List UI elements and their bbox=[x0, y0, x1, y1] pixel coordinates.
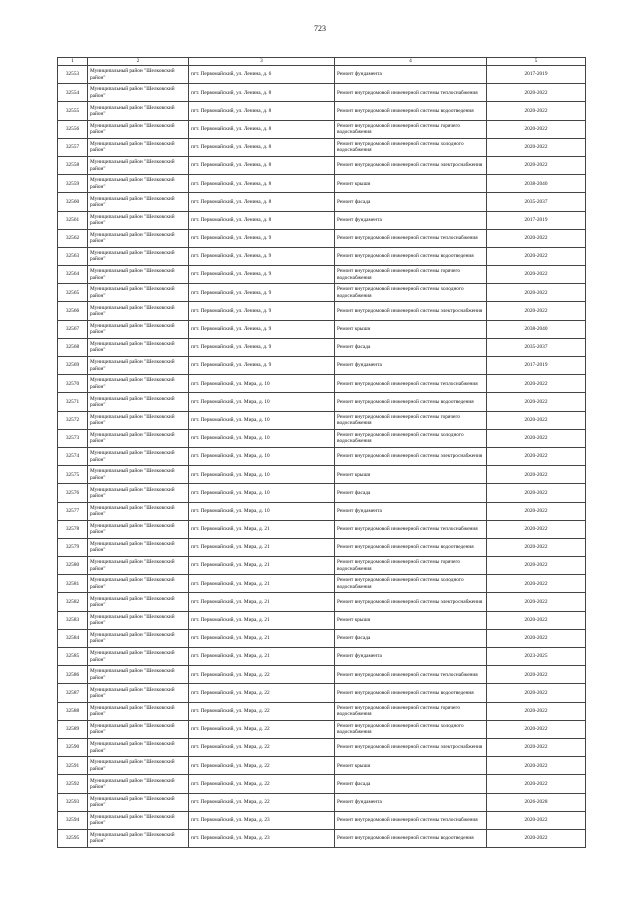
table-row bbox=[58, 684, 586, 702]
municipality-cell: Муниципальный район "Шелковский район" bbox=[88, 102, 189, 120]
work-type-cell: Ремонт внутридомовой инженерной системы горячего водоснабжения bbox=[335, 120, 487, 138]
municipality-cell: Муниципальный район "Шелковский район" bbox=[88, 447, 189, 465]
work-type-cell: Ремонт внутридомовой инженерной системы электроснабжения bbox=[335, 593, 487, 611]
period-cell: 2023-2025 bbox=[487, 648, 586, 666]
address-cell: пгт. Первомайский, ул. Мира, д. 10 bbox=[189, 411, 335, 429]
municipality-cell: Муниципальный район "Шелковский район" bbox=[88, 775, 189, 793]
row-number: 32579 bbox=[58, 538, 88, 556]
period-cell: 2020-2022 bbox=[487, 375, 586, 393]
row-number: 32553 bbox=[58, 66, 88, 84]
period-cell: 2020-2022 bbox=[487, 538, 586, 556]
work-type-cell: Ремонт внутридомовой инженерной системы водоотведения bbox=[335, 684, 487, 702]
work-type-cell: Ремонт фундамента bbox=[335, 793, 487, 811]
table-row bbox=[58, 611, 586, 629]
municipality-cell: Муниципальный район "Шелковский район" bbox=[88, 757, 189, 775]
table-row bbox=[58, 66, 586, 84]
address-cell: пгт. Первомайский, ул. Мира, д. 10 bbox=[189, 502, 335, 520]
work-type-cell: Ремонт внутридомовой инженерной системы теплоснабжения bbox=[335, 520, 487, 538]
address-cell: пгт. Первомайский, ул. Ленина, д. 9 bbox=[189, 229, 335, 247]
municipality-cell: Муниципальный район "Шелковский район" bbox=[88, 320, 189, 338]
header-row bbox=[58, 58, 586, 66]
work-type-cell: Ремонт внутридомовой инженерной системы водоотведения bbox=[335, 102, 487, 120]
work-type-cell: Ремонт внутридомовой инженерной системы теплоснабжения bbox=[335, 84, 487, 102]
municipality-cell: Муниципальный район "Шелковский район" bbox=[88, 66, 189, 84]
row-number: 32571 bbox=[58, 393, 88, 411]
table-body bbox=[58, 66, 586, 848]
column-header-4: 4 bbox=[335, 58, 487, 66]
period-cell: 2038-2040 bbox=[487, 320, 586, 338]
period-cell: 2020-2022 bbox=[487, 247, 586, 265]
row-number: 32576 bbox=[58, 484, 88, 502]
period-cell: 2020-2022 bbox=[487, 84, 586, 102]
period-cell: 2035-2037 bbox=[487, 338, 586, 356]
table-row bbox=[58, 484, 586, 502]
work-type-cell: Ремонт фасада bbox=[335, 484, 487, 502]
address-cell: пгт. Первомайский, ул. Мира, д. 21 bbox=[189, 629, 335, 647]
period-cell: 2017-2019 bbox=[487, 357, 586, 375]
work-type-cell: Ремонт внутридомовой инженерной системы холодного водоснабжения bbox=[335, 138, 487, 156]
work-type-cell: Ремонт внутридомовой инженерной системы электроснабжения bbox=[335, 447, 487, 465]
municipality-cell: Муниципальный район "Шелковский район" bbox=[88, 193, 189, 211]
row-number: 32569 bbox=[58, 357, 88, 375]
period-cell: 2020-2022 bbox=[487, 302, 586, 320]
address-cell: пгт. Первомайский, ул. Мира, д. 21 bbox=[189, 648, 335, 666]
period-cell: 2017-2019 bbox=[487, 66, 586, 84]
municipality-cell: Муниципальный район "Шелковский район" bbox=[88, 666, 189, 684]
table-row bbox=[58, 357, 586, 375]
municipality-cell: Муниципальный район "Шелковский район" bbox=[88, 247, 189, 265]
address-cell: пгт. Первомайский, ул. Мира, д. 21 bbox=[189, 593, 335, 611]
municipality-cell: Муниципальный район "Шелковский район" bbox=[88, 175, 189, 193]
work-type-cell: Ремонт крыши bbox=[335, 757, 487, 775]
address-cell: пгт. Первомайский, ул. Ленина, д. 8 bbox=[189, 84, 335, 102]
work-type-cell: Ремонт фундамента bbox=[335, 66, 487, 84]
period-cell: 2020-2022 bbox=[487, 229, 586, 247]
address-cell: пгт. Первомайский, ул. Мира, д. 10 bbox=[189, 466, 335, 484]
period-cell: 2020-2022 bbox=[487, 629, 586, 647]
municipality-cell: Муниципальный район "Шелковский район" bbox=[88, 211, 189, 229]
column-header-2: 2 bbox=[88, 58, 189, 66]
row-number: 32575 bbox=[58, 466, 88, 484]
address-cell: пгт. Первомайский, ул. Ленина, д. 9 bbox=[189, 247, 335, 265]
municipality-cell: Муниципальный район "Шелковский район" bbox=[88, 266, 189, 284]
page-number: 723 bbox=[314, 24, 326, 33]
address-cell: пгт. Первомайский, ул. Мира, д. 10 bbox=[189, 393, 335, 411]
address-cell: пгт. Первомайский, ул. Мира, д. 10 bbox=[189, 429, 335, 447]
row-number: 32590 bbox=[58, 738, 88, 756]
work-type-cell: Ремонт внутридомовой инженерной системы электроснабжения bbox=[335, 302, 487, 320]
row-number: 32565 bbox=[58, 284, 88, 302]
row-number: 32581 bbox=[58, 575, 88, 593]
work-type-cell: Ремонт внутридомовой инженерной системы горячего водоснабжения bbox=[335, 557, 487, 575]
period-cell: 2020-2022 bbox=[487, 520, 586, 538]
column-header-5: 5 bbox=[487, 58, 586, 66]
work-type-cell: Ремонт внутридомовой инженерной системы холодного водоснабжения bbox=[335, 575, 487, 593]
row-number: 32555 bbox=[58, 102, 88, 120]
table-row bbox=[58, 375, 586, 393]
municipality-cell: Муниципальный район "Шелковский район" bbox=[88, 829, 189, 847]
work-type-cell: Ремонт крыши bbox=[335, 175, 487, 193]
work-type-cell: Ремонт фасада bbox=[335, 193, 487, 211]
address-cell: пгт. Первомайский, ул. Ленина, д. 8 bbox=[189, 120, 335, 138]
work-type-cell: Ремонт внутридомовой инженерной системы водоотведения bbox=[335, 829, 487, 847]
row-number: 32564 bbox=[58, 266, 88, 284]
municipality-cell: Муниципальный район "Шелковский район" bbox=[88, 502, 189, 520]
work-type-cell: Ремонт внутридомовой инженерной системы холодного водоснабжения bbox=[335, 284, 487, 302]
address-cell: пгт. Первомайский, ул. Мира, д. 21 bbox=[189, 611, 335, 629]
address-cell: пгт. Первомайский, ул. Ленина, д. 9 bbox=[189, 320, 335, 338]
row-number: 32587 bbox=[58, 684, 88, 702]
table-row bbox=[58, 466, 586, 484]
row-number: 32586 bbox=[58, 666, 88, 684]
address-cell: пгт. Первомайский, ул. Ленина, д. 8 bbox=[189, 156, 335, 174]
address-cell: пгт. Первомайский, ул. Мира, д. 22 bbox=[189, 666, 335, 684]
municipality-cell: Муниципальный район "Шелковский район" bbox=[88, 138, 189, 156]
row-number: 32595 bbox=[58, 829, 88, 847]
row-number: 32558 bbox=[58, 156, 88, 174]
period-cell: 2038-2040 bbox=[487, 175, 586, 193]
table-row bbox=[58, 811, 586, 829]
row-number: 32563 bbox=[58, 247, 88, 265]
address-cell: пгт. Первомайский, ул. Мира, д. 23 bbox=[189, 811, 335, 829]
address-cell: пгт. Первомайский, ул. Ленина, д. 8 bbox=[189, 102, 335, 120]
municipality-cell: Муниципальный район "Шелковский район" bbox=[88, 229, 189, 247]
municipality-cell: Муниципальный район "Шелковский район" bbox=[88, 720, 189, 738]
row-number: 32556 bbox=[58, 120, 88, 138]
address-cell: пгт. Первомайский, ул. Ленина, д. 9 bbox=[189, 357, 335, 375]
address-cell: пгт. Первомайский, ул. Мира, д. 21 bbox=[189, 575, 335, 593]
work-type-cell: Ремонт фасада bbox=[335, 338, 487, 356]
work-type-cell: Ремонт внутридомовой инженерной системы горячего водоснабжения bbox=[335, 266, 487, 284]
row-number: 32589 bbox=[58, 720, 88, 738]
row-number: 32560 bbox=[58, 193, 88, 211]
table-row bbox=[58, 557, 586, 575]
table-row bbox=[58, 538, 586, 556]
municipality-cell: Муниципальный район "Шелковский район" bbox=[88, 466, 189, 484]
row-number: 32583 bbox=[58, 611, 88, 629]
municipality-cell: Муниципальный район "Шелковский район" bbox=[88, 411, 189, 429]
municipality-cell: Муниципальный район "Шелковский район" bbox=[88, 684, 189, 702]
municipality-cell: Муниципальный район "Шелковский район" bbox=[88, 702, 189, 720]
period-cell: 2020-2022 bbox=[487, 429, 586, 447]
work-type-cell: Ремонт внутридомовой инженерной системы водоотведения bbox=[335, 393, 487, 411]
row-number: 32554 bbox=[58, 84, 88, 102]
column-header-3: 3 bbox=[189, 58, 335, 66]
table-row bbox=[58, 793, 586, 811]
work-type-cell: Ремонт внутридомовой инженерной системы электроснабжения bbox=[335, 738, 487, 756]
municipality-cell: Муниципальный район "Шелковский район" bbox=[88, 357, 189, 375]
row-number: 32561 bbox=[58, 211, 88, 229]
period-cell: 2020-2022 bbox=[487, 738, 586, 756]
period-cell: 2020-2022 bbox=[487, 102, 586, 120]
row-number: 32591 bbox=[58, 757, 88, 775]
work-type-cell: Ремонт внутридомовой инженерной системы теплоснабжения bbox=[335, 811, 487, 829]
work-type-cell: Ремонт фасада bbox=[335, 775, 487, 793]
table-row bbox=[58, 247, 586, 265]
row-number: 32572 bbox=[58, 411, 88, 429]
address-cell: пгт. Первомайский, ул. Мира, д. 21 bbox=[189, 538, 335, 556]
period-cell: 2020-2022 bbox=[487, 775, 586, 793]
work-type-cell: Ремонт фундамента bbox=[335, 648, 487, 666]
row-number: 32592 bbox=[58, 775, 88, 793]
address-cell: пгт. Первомайский, ул. Мира, д. 22 bbox=[189, 775, 335, 793]
table-row bbox=[58, 502, 586, 520]
row-number: 32566 bbox=[58, 302, 88, 320]
table-row bbox=[58, 229, 586, 247]
address-cell: пгт. Первомайский, ул. Ленина, д. 9 bbox=[189, 338, 335, 356]
table-row bbox=[58, 666, 586, 684]
municipality-cell: Муниципальный район "Шелковский район" bbox=[88, 811, 189, 829]
period-cell: 2020-2022 bbox=[487, 266, 586, 284]
table-row bbox=[58, 193, 586, 211]
period-cell: 2020-2022 bbox=[487, 447, 586, 465]
municipality-cell: Муниципальный район "Шелковский район" bbox=[88, 156, 189, 174]
address-cell: пгт. Первомайский, ул. Мира, д. 10 bbox=[189, 375, 335, 393]
address-cell: пгт. Первомайский, ул. Ленина, д. 9 bbox=[189, 284, 335, 302]
table-row bbox=[58, 629, 586, 647]
table-row bbox=[58, 775, 586, 793]
municipality-cell: Муниципальный район "Шелковский район" bbox=[88, 429, 189, 447]
table-row bbox=[58, 284, 586, 302]
address-cell: пгт. Первомайский, ул. Мира, д. 22 bbox=[189, 720, 335, 738]
row-number: 32577 bbox=[58, 502, 88, 520]
table-row bbox=[58, 520, 586, 538]
row-number: 32568 bbox=[58, 338, 88, 356]
address-cell: пгт. Первомайский, ул. Мира, д. 22 bbox=[189, 757, 335, 775]
address-cell: пгт. Первомайский, ул. Ленина, д. 6 bbox=[189, 66, 335, 84]
period-cell: 2020-2022 bbox=[487, 120, 586, 138]
municipality-cell: Муниципальный район "Шелковский район" bbox=[88, 520, 189, 538]
table-row bbox=[58, 648, 586, 666]
address-cell: пгт. Первомайский, ул. Ленина, д. 8 bbox=[189, 211, 335, 229]
work-type-cell: Ремонт внутридомовой инженерной системы водоотведения bbox=[335, 538, 487, 556]
row-number: 32578 bbox=[58, 520, 88, 538]
row-number: 32567 bbox=[58, 320, 88, 338]
table-row bbox=[58, 411, 586, 429]
municipality-cell: Муниципальный район "Шелковский район" bbox=[88, 648, 189, 666]
table-header bbox=[58, 58, 586, 66]
table-row bbox=[58, 829, 586, 847]
municipality-cell: Муниципальный район "Шелковский район" bbox=[88, 575, 189, 593]
table-row bbox=[58, 84, 586, 102]
table-row bbox=[58, 266, 586, 284]
row-number: 32559 bbox=[58, 175, 88, 193]
municipality-cell: Муниципальный район "Шелковский район" bbox=[88, 611, 189, 629]
row-number: 32570 bbox=[58, 375, 88, 393]
work-type-cell: Ремонт внутридомовой инженерной системы холодного водоснабжения bbox=[335, 720, 487, 738]
municipality-cell: Муниципальный район "Шелковский район" bbox=[88, 302, 189, 320]
address-cell: пгт. Первомайский, ул. Ленина, д. 9 bbox=[189, 266, 335, 284]
row-number: 32580 bbox=[58, 557, 88, 575]
address-cell: пгт. Первомайский, ул. Мира, д. 10 bbox=[189, 484, 335, 502]
period-cell: 2020-2022 bbox=[487, 138, 586, 156]
municipality-cell: Муниципальный район "Шелковский район" bbox=[88, 284, 189, 302]
address-cell: пгт. Первомайский, ул. Мира, д. 22 bbox=[189, 793, 335, 811]
table-row bbox=[58, 447, 586, 465]
row-number: 32585 bbox=[58, 648, 88, 666]
table-row bbox=[58, 120, 586, 138]
municipality-cell: Муниципальный район "Шелковский район" bbox=[88, 84, 189, 102]
table-row bbox=[58, 338, 586, 356]
row-number: 32573 bbox=[58, 429, 88, 447]
address-cell: пгт. Первомайский, ул. Ленина, д. 9 bbox=[189, 302, 335, 320]
municipality-cell: Муниципальный район "Шелковский район" bbox=[88, 557, 189, 575]
table-row bbox=[58, 138, 586, 156]
work-type-cell: Ремонт внутридомовой инженерной системы теплоснабжения bbox=[335, 666, 487, 684]
municipality-cell: Муниципальный район "Шелковский район" bbox=[88, 484, 189, 502]
work-type-cell: Ремонт внутридомовой инженерной системы горячего водоснабжения bbox=[335, 411, 487, 429]
table-row bbox=[58, 211, 586, 229]
municipality-cell: Муниципальный район "Шелковский район" bbox=[88, 338, 189, 356]
period-cell: 2020-2022 bbox=[487, 557, 586, 575]
work-type-cell: Ремонт крыши bbox=[335, 320, 487, 338]
row-number: 32593 bbox=[58, 793, 88, 811]
work-type-cell: Ремонт внутридомовой инженерной системы электроснабжения bbox=[335, 156, 487, 174]
address-cell: пгт. Первомайский, ул. Мира, д. 22 bbox=[189, 684, 335, 702]
period-cell: 2020-2022 bbox=[487, 757, 586, 775]
period-cell: 2020-2022 bbox=[487, 484, 586, 502]
table-row bbox=[58, 102, 586, 120]
period-cell: 2035-2037 bbox=[487, 193, 586, 211]
table-row bbox=[58, 320, 586, 338]
address-cell: пгт. Первомайский, ул. Мира, д. 22 bbox=[189, 702, 335, 720]
period-cell: 2020-2022 bbox=[487, 284, 586, 302]
address-cell: пгт. Первомайский, ул. Мира, д. 10 bbox=[189, 447, 335, 465]
row-number: 32574 bbox=[58, 447, 88, 465]
row-number: 32582 bbox=[58, 593, 88, 611]
table-row bbox=[58, 302, 586, 320]
period-cell: 2020-2022 bbox=[487, 393, 586, 411]
period-cell: 2020-2022 bbox=[487, 411, 586, 429]
period-cell: 2017-2019 bbox=[487, 211, 586, 229]
work-type-cell: Ремонт крыши bbox=[335, 466, 487, 484]
municipality-cell: Муниципальный район "Шелковский район" bbox=[88, 629, 189, 647]
column-header-1: 1 bbox=[58, 58, 88, 66]
municipality-cell: Муниципальный район "Шелковский район" bbox=[88, 738, 189, 756]
table-row bbox=[58, 156, 586, 174]
table-row bbox=[58, 175, 586, 193]
period-cell: 2020-2022 bbox=[487, 156, 586, 174]
work-type-cell: Ремонт внутридомовой инженерной системы горячего водоснабжения bbox=[335, 702, 487, 720]
municipality-cell: Муниципальный район "Шелковский район" bbox=[88, 593, 189, 611]
address-cell: пгт. Первомайский, ул. Ленина, д. 8 bbox=[189, 193, 335, 211]
municipality-cell: Муниципальный район "Шелковский район" bbox=[88, 793, 189, 811]
work-type-cell: Ремонт внутридомовой инженерной системы теплоснабжения bbox=[335, 375, 487, 393]
period-cell: 2020-2022 bbox=[487, 684, 586, 702]
period-cell: 2020-2022 bbox=[487, 466, 586, 484]
municipality-cell: Муниципальный район "Шелковский район" bbox=[88, 538, 189, 556]
registry-table bbox=[57, 57, 586, 848]
address-cell: пгт. Первомайский, ул. Мира, д. 23 bbox=[189, 829, 335, 847]
address-cell: пгт. Первомайский, ул. Ленина, д. 8 bbox=[189, 175, 335, 193]
work-type-cell: Ремонт фундамента bbox=[335, 357, 487, 375]
work-type-cell: Ремонт крыши bbox=[335, 611, 487, 629]
work-type-cell: Ремонт внутридомовой инженерной системы теплоснабжения bbox=[335, 229, 487, 247]
address-cell: пгт. Первомайский, ул. Мира, д. 22 bbox=[189, 738, 335, 756]
period-cell: 2020-2022 bbox=[487, 666, 586, 684]
period-cell: 2020-2022 bbox=[487, 811, 586, 829]
row-number: 32588 bbox=[58, 702, 88, 720]
row-number: 32562 bbox=[58, 229, 88, 247]
period-cell: 2020-2022 bbox=[487, 575, 586, 593]
period-cell: 2020-2022 bbox=[487, 720, 586, 738]
period-cell: 2020-2022 bbox=[487, 593, 586, 611]
row-number: 32594 bbox=[58, 811, 88, 829]
address-cell: пгт. Первомайский, ул. Ленина, д. 8 bbox=[189, 138, 335, 156]
address-cell: пгт. Первомайский, ул. Мира, д. 21 bbox=[189, 557, 335, 575]
period-cell: 2026-2028 bbox=[487, 793, 586, 811]
address-cell: пгт. Первомайский, ул. Мира, д. 21 bbox=[189, 520, 335, 538]
table-row bbox=[58, 757, 586, 775]
table-row bbox=[58, 429, 586, 447]
row-number: 32584 bbox=[58, 629, 88, 647]
work-type-cell: Ремонт внутридомовой инженерной системы холодного водоснабжения bbox=[335, 429, 487, 447]
municipality-cell: Муниципальный район "Шелковский район" bbox=[88, 393, 189, 411]
work-type-cell: Ремонт внутридомовой инженерной системы водоотведения bbox=[335, 247, 487, 265]
table-row bbox=[58, 575, 586, 593]
table-row bbox=[58, 593, 586, 611]
table-row bbox=[58, 702, 586, 720]
work-type-cell: Ремонт фундамента bbox=[335, 502, 487, 520]
period-cell: 2020-2022 bbox=[487, 502, 586, 520]
period-cell: 2020-2022 bbox=[487, 611, 586, 629]
period-cell: 2020-2022 bbox=[487, 702, 586, 720]
municipality-cell: Муниципальный район "Шелковский район" bbox=[88, 375, 189, 393]
table-row bbox=[58, 738, 586, 756]
municipality-cell: Муниципальный район "Шелковский район" bbox=[88, 120, 189, 138]
row-number: 32557 bbox=[58, 138, 88, 156]
work-type-cell: Ремонт фундамента bbox=[335, 211, 487, 229]
table-row bbox=[58, 393, 586, 411]
period-cell: 2020-2022 bbox=[487, 829, 586, 847]
table-row bbox=[58, 720, 586, 738]
work-type-cell: Ремонт фасада bbox=[335, 629, 487, 647]
